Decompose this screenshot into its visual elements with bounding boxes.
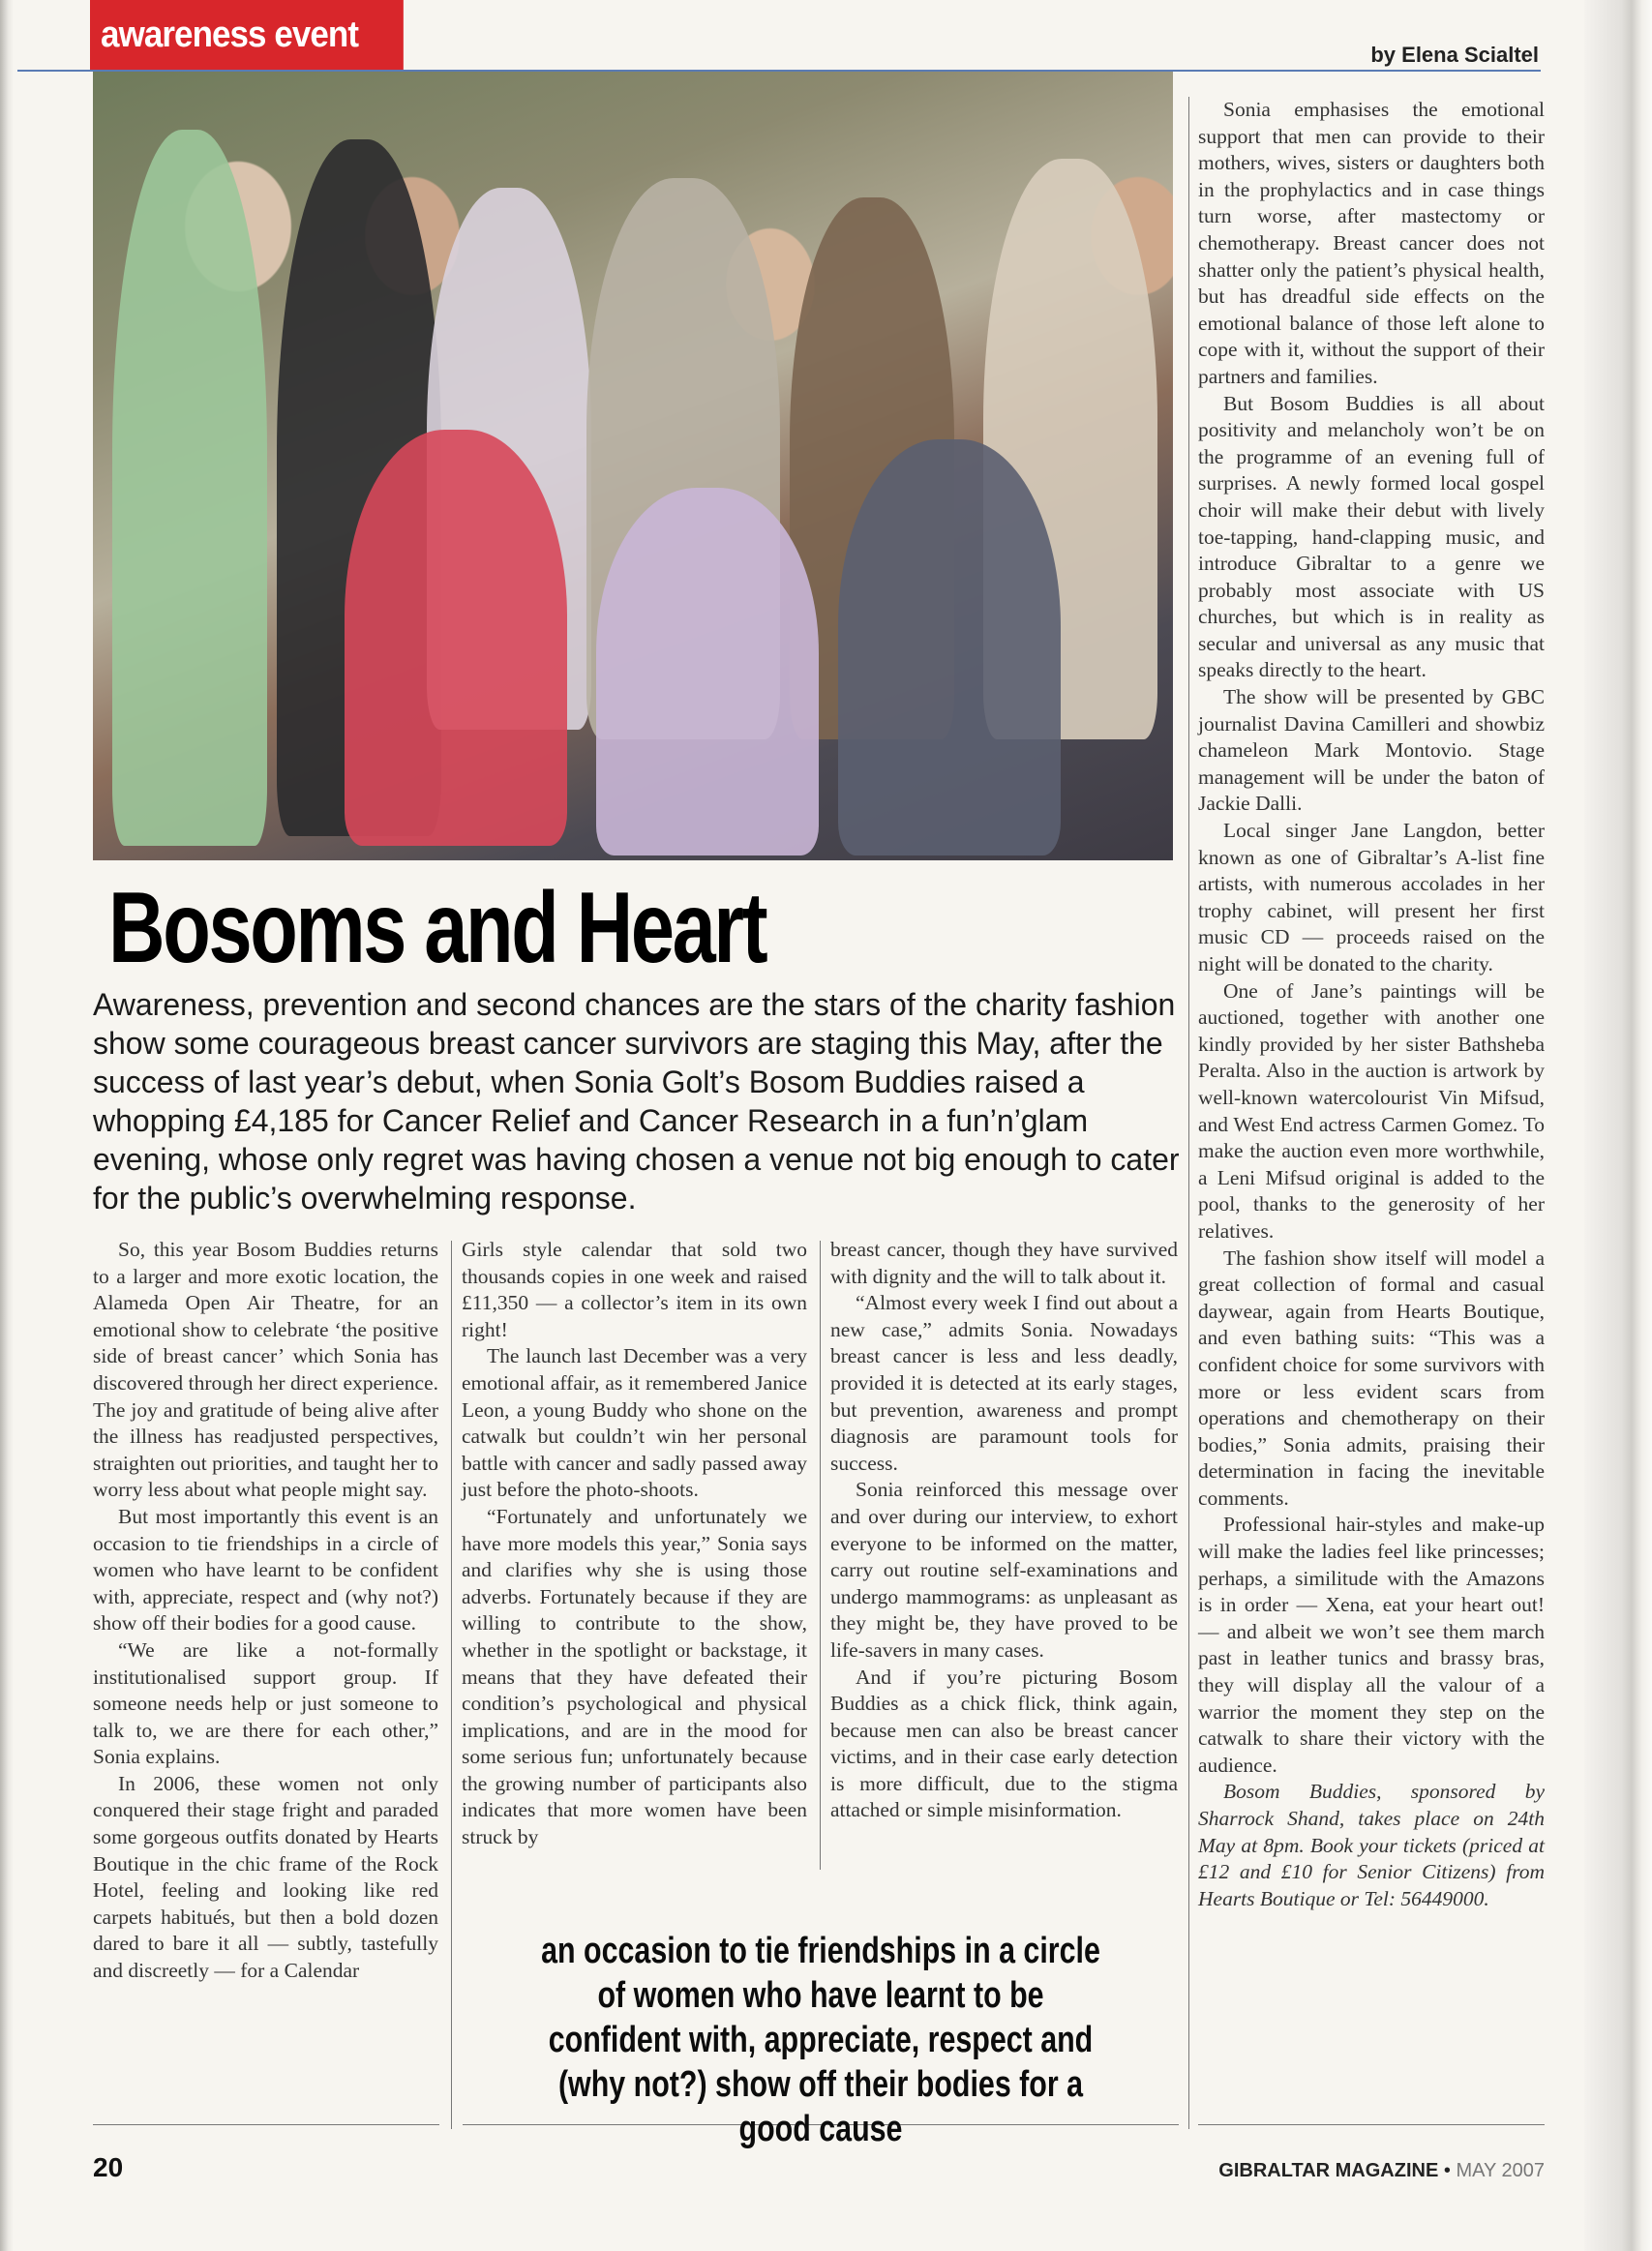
photo-figure bbox=[345, 430, 567, 846]
byline: by Elena Scialtel bbox=[1370, 43, 1539, 67]
column-divider bbox=[1188, 97, 1189, 2129]
column-4 bbox=[1198, 97, 1545, 1912]
paragraph: “Almost every week I find out about a new case,” admits Sonia. Nowadays breast cancer is less and less deadly, provided it is detected at its early stages, but prevention, awareness and prompt diagnosis are paramount tools for success. bbox=[830, 1291, 1178, 1475]
column-3 bbox=[830, 1237, 1178, 1824]
binding-spine bbox=[1584, 0, 1652, 2251]
footer-separator: • bbox=[1443, 2160, 1451, 2181]
pull-quote: an occasion to tie friendships in a circle of women who have learnt to be confident with, appreciate, respect and (why not?) show off their bodies for a good cause bbox=[541, 1931, 1100, 2149]
paragraph: But Bosom Buddies is all about positivity and melancholy won’t be on the programme of an evening full of surprises. A newly formed local gospel choir will make their debut with lively toe-tapping, hand-clapping music, and introduce Gibraltar to a genre we probably most associate with US churches, but which is in reality as secular and universal as any music that speaks directly to the heart. bbox=[1198, 391, 1545, 682]
column-divider bbox=[451, 1241, 452, 2129]
section-tag: awareness event bbox=[90, 0, 404, 71]
magazine-footer bbox=[1218, 2160, 1545, 2182]
paragraph: In 2006, these women not only conquered their stage fright and paraded some gorgeous outfits donated by Hearts Boutique in the chic frame of the Rock Hotel, feeling and looking like red carpets habitués, but then a bold dozen dared to bare it all — subtly, tastefully and discreetly — for a Calendar bbox=[93, 1771, 438, 1983]
paragraph: breast cancer, though they have survived with dignity and the will to talk about it. bbox=[830, 1238, 1178, 1288]
paragraph: The show will be presented by GBC journalist Davina Camilleri and showbiz chameleon Mark Montovio. Stage management will be under the baton of Jackie Dalli. bbox=[1198, 685, 1545, 816]
column-1 bbox=[93, 1237, 438, 1985]
issue-date: MAY 2007 bbox=[1456, 2160, 1545, 2181]
paragraph: Sonia reinforced this message over and over during our interview, to exhort everyone to be informed on the matter, carry out routine self-examinations and undergo mammograms: as unpleasant as they might be, they have proved to be life-savers in many cases. bbox=[830, 1478, 1178, 1662]
event-details: Bosom Buddies, sponsored by Sharrock Shand, takes place on 24th May at 8pm. Book your tickets (priced at £12 and £10 for Senior Citizens) from Hearts Boutique or Tel: 56449000. bbox=[1198, 1780, 1545, 1910]
page-left-edge bbox=[0, 0, 14, 2251]
magazine-title: GIBRALTAR MAGAZINE bbox=[1218, 2160, 1439, 2181]
column-divider bbox=[820, 1241, 821, 1870]
page-number: 20 bbox=[93, 2152, 124, 2182]
paragraph: “Fortunately and unfortunately we have more models this year,” Sonia says and clarifies why she is using those adverbs. Fortunately because if they are willing to contribute to the show, whether in the spotlight or backstage, it means that they have defeated their condition’s psychological and physical implications, and are in the mood for some serious fun; unfortunately because the growing number of participants also indicates that more women have been struck by bbox=[462, 1504, 807, 1849]
paragraph: And if you’re picturing Bosom Buddies as a chick flick, think again, because men can also be breast cancer victims, and in their case early detection is more difficult, due to the stigma attached or simple misinformation. bbox=[830, 1665, 1178, 1822]
photo-figure bbox=[596, 488, 819, 855]
paragraph: The fashion show itself will model a great collection of formal and casual daywear, again from Hearts Boutique, and even bathing suits: “This was a confident choice for some survivors with more or less evident scars from operations and chemotherapy on their bodies,” Sonia admits, praising their determination in facing the inevitable comments. bbox=[1198, 1246, 1545, 1510]
paragraph: Sonia emphasises the emotional support that men can provide to their mothers, wives, sisters or daughters both in the prophylactics and in case things turn worse, after mastectomy or chemotherapy. Breast cancer does not shatter only the patient’s physical health, but has dreadful side effects on the emotional balance of those left alone to cope with it, without the support of their partners and families. bbox=[1198, 98, 1545, 388]
standfirst: Awareness, prevention and second chances are the stars of the charity fashion show some courageous breast cancer survivors are staging this May, after the success of last year’s debut, when Sonia Golt’s Bosom Buddies raised a whopping £4,185 for Cancer Relief and Cancer Research in a fun’n’glam evening, whose only regret was having chosen a venue not big enough to cater for the public’s overwhelming response. bbox=[93, 987, 1180, 1216]
paragraph: But most importantly this event is an occasion to tie friendships in a circle of women who have learnt to be confident with, appreciate, respect and (why not?) show off their bodies for a good cause. bbox=[93, 1504, 438, 1636]
paragraph: Professional hair-styles and make-up will make the ladies feel like princesses; perhaps, a similitude with the Amazons is in order — Xena, eat your heart out! — and albeit we won’t see them march past in leather tunics and brassy bras, they will display all the valour of a warrior the moment they step on the catwalk to share their victory with the audience. bbox=[1198, 1513, 1545, 1777]
bottom-rule bbox=[1198, 2124, 1545, 2125]
paragraph: Local singer Jane Langdon, better known as one of Gibraltar’s A-list fine artists, with numerous accolades in her trophy cabinet, will present her first music CD — proceeds raised on the night will be donated to the charity. bbox=[1198, 819, 1545, 975]
headline: Bosoms and Heart bbox=[108, 872, 766, 984]
group-photo bbox=[93, 72, 1173, 860]
photo-figure bbox=[838, 439, 1061, 855]
paragraph: “We are like a not-formally institutionalised support group. If someone needs help or just someone to talk to, we are there for each other,” Sonia explains. bbox=[93, 1637, 438, 1769]
paragraph: One of Jane’s paintings will be auctioned, together with another one kindly provided by her sister Bathsheba Peralta. Also in the auction is artwork by well-known watercolourist Vin Mifsud, and West End actress Carmen Gomez. To make the auction even more worthwhile, a Leni Mifsud original is added to the pool, thanks to the generosity of her relatives. bbox=[1198, 978, 1545, 1243]
bottom-rule bbox=[93, 2124, 439, 2125]
column-2 bbox=[462, 1237, 807, 1851]
paragraph: The launch last December was a very emotional affair, as it remembered Janice Leon, a young Buddy who shone on the catwalk but couldn’t win her personal battle with cancer and sadly passed away just before the photo-shoots. bbox=[462, 1344, 807, 1502]
paragraph: Girls style calendar that sold two thousands copies in one week and raised £11,350 — a collector’s item in its own right! bbox=[462, 1238, 807, 1341]
paragraph: So, this year Bosom Buddies returns to a larger and more exotic location, the Alameda Open Air Theatre, for an emotional show to celebrate ‘the positive side of breast cancer’ which Sonia has discovered through her direct experience. The joy and gratitude of being alive after the illness has readjusted perspectives, straighten out priorities, and taught her to worry less about what people might say. bbox=[93, 1238, 438, 1502]
photo-figure bbox=[112, 130, 267, 846]
